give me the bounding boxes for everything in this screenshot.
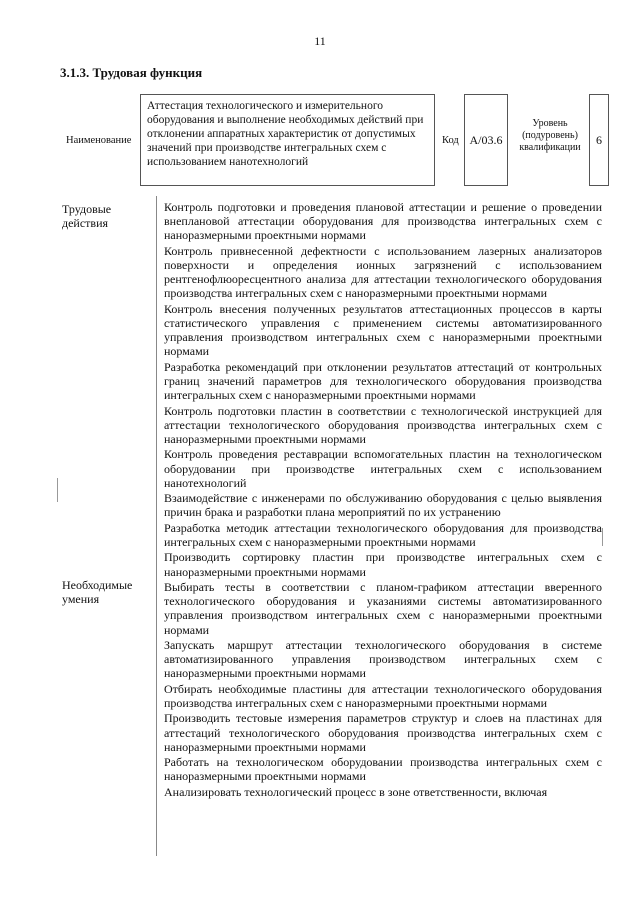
labor-action-item: Разработка рекомендаций при отклонении результатов аттестаций от контрольных границ значений параметров для технологического оборудования производства интегральных схем с наноразмерными проектными нормами xyxy=(164,359,602,403)
labor-action-item: Разработка методик аттестации технологического оборудования для производства интегральных схем с наноразмерными проектными нормами xyxy=(164,520,602,549)
section-heading: 3.1.3. Трудовая функция xyxy=(60,65,203,80)
skill-item: Производить сортировку пластин при производстве интегральных схем с наноразмерными проектными нормами xyxy=(164,550,602,579)
qualification-level-label: Уровень (подуровень) квалификации xyxy=(519,118,581,153)
scan-mark xyxy=(602,528,603,546)
labor-action-item: Контроль подготовки пластин в соответствии с технологической инструкцией для аттестации технологического оборудования производства интегральных схем с наноразмерными проектными нормами xyxy=(164,403,602,446)
function-name-box: Аттестация технологического и измерительного оборудования и выполнение необходимых действий при отклонении аппаратных характеристик от допустимых значений при производстве интегральных схем с использованием нанотехнологий xyxy=(140,94,435,186)
labor-action-item: Взаимодействие с инженерами по обслуживанию оборудования с целью выявления причин брака и разработки плана мероприятий по их устранению xyxy=(164,491,602,520)
code-value: A/03.6 xyxy=(469,132,503,147)
code-box xyxy=(464,94,508,186)
code-label: Код xyxy=(442,135,459,146)
required-skills-list xyxy=(164,550,602,799)
skill-item: Выбирать тесты в соответствии с планом-графиком аттестации вверенного технологического оборудования и указаниями системы автоматизированного управления производством интегральных схем с наноразмерными проектными нормами xyxy=(164,579,602,637)
page-number: 11 xyxy=(314,34,326,48)
qualification-level-value: 6 xyxy=(596,132,602,147)
labor-actions-label: Трудовые действия xyxy=(62,202,112,230)
labor-action-item: Контроль привнесенной дефектности с использованием лазерных анализаторов поверхности и определения ионных загрязнений с использованием рентгенофлюоресцентного анализа для аттестации технологического оборудования производства интегральных схем с наноразмерными проектными нормами xyxy=(164,243,602,301)
qualification-level-box xyxy=(589,94,609,186)
entries-column xyxy=(164,200,602,800)
skill-item: Отбирать необходимые пластины для аттестации технологического оборудования производства интегральных схем с наноразмерными проектными нормами xyxy=(164,681,602,710)
function-name-label: Наименование xyxy=(66,135,132,146)
labor-action-item: Контроль внесения полученных результатов аттестационных процессов в карты статистического управления с применением системы автоматизированного управления производством интегральных схем с наноразмерными проектными нормами xyxy=(164,301,602,359)
skill-item: Работать на технологическом оборудовании производства интегральных схем с наноразмерными проектными нормами xyxy=(164,755,602,784)
skill-item: Анализировать технологический процесс в зоне ответственности, включая xyxy=(164,784,548,799)
required-skills-label: Необходимые умения xyxy=(62,578,133,606)
labor-action-item: Контроль проведения реставрации вспомогательных пластин на технологическом оборудовании при производстве интегральных схем с использованием нанотехнологий xyxy=(164,447,602,490)
skill-item: Производить тестовые измерения параметров структур и слоев на пластинах для аттестаций технологического оборудования производства интегральных схем с наноразмерными проектными нормами xyxy=(164,711,602,754)
labor-actions-list xyxy=(164,200,602,549)
skill-item: Запускать маршрут аттестации технологического оборудования в системе автоматизированного управления производством интегральных схем с наноразмерными проектными нормами xyxy=(164,637,602,681)
labor-action-item: Контроль подготовки и проведения плановой аттестации и решение о проведении внеплановой аттестации оборудования для производства интегральных схем с наноразмерными проектными нормами xyxy=(164,200,602,243)
scan-mark xyxy=(57,478,58,502)
table-divider xyxy=(156,196,157,856)
